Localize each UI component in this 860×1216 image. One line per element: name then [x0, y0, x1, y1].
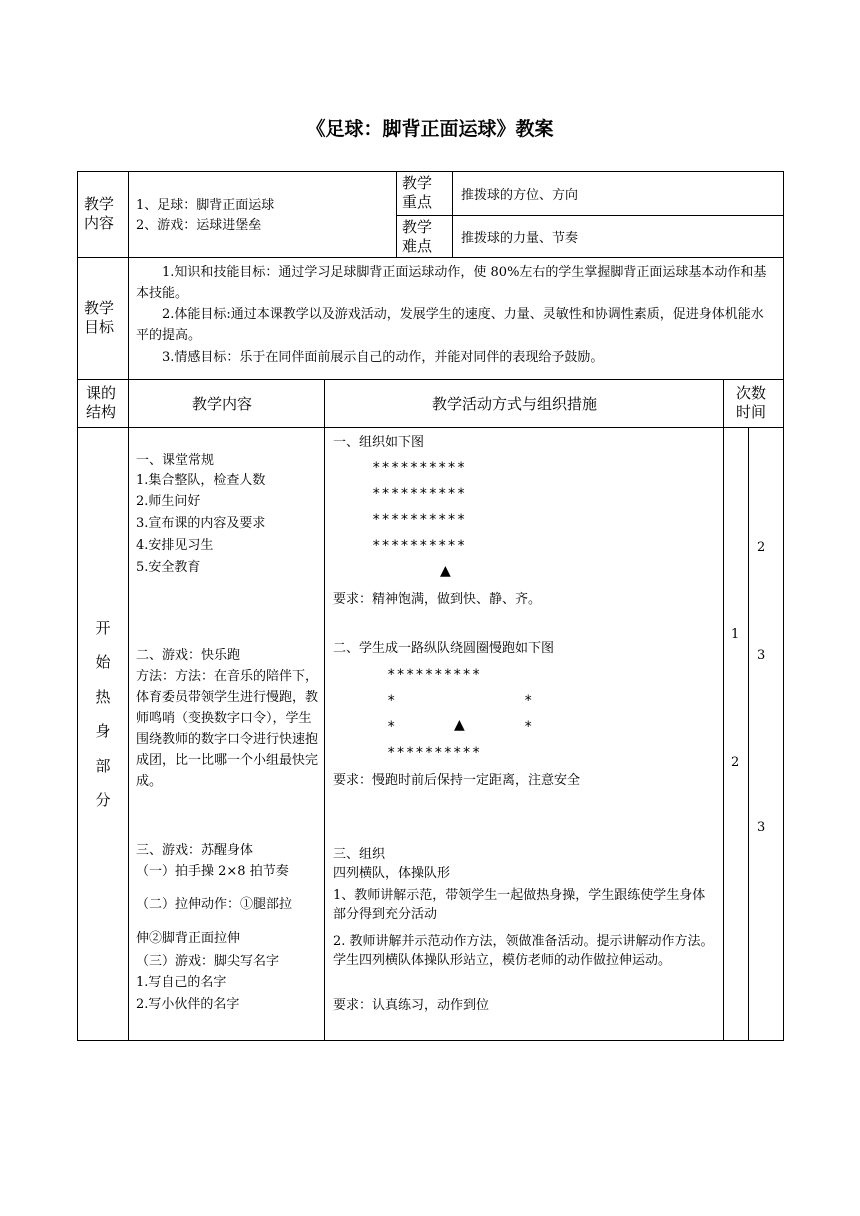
content-b1-1: 1.集合整队，检查人数	[136, 473, 266, 488]
formation-row-2: **********	[372, 486, 467, 502]
content-b3-4: （三）游戏：脚尖写名字	[136, 954, 280, 969]
col-divider-focus-text	[452, 171, 453, 258]
goal-1: 1.知识和技能目标：通过学习足球脚背正面运球动作，使 80%左右的学生掌握脚背正面运球基本动作和基本技能。	[136, 265, 767, 301]
content-b3-5: 1.写自己的名字	[136, 975, 227, 990]
circle-row-bottom: **********	[387, 745, 482, 761]
row-divider-goals	[77, 257, 784, 258]
activity-a3-title: 三、组织	[333, 847, 386, 862]
head-content: 教学内容	[192, 395, 253, 413]
head-structure: 课的 结构	[86, 384, 117, 421]
goal-2: 2.体能目标:通过本课教学以及游戏活动，发展学生的速度、力量、灵敏性和协调性素质，促进身体机能水平的提高。	[136, 307, 764, 343]
content-b1-0: 一、课堂常规	[136, 453, 215, 468]
count-2: 2	[731, 755, 740, 770]
section-char-6: 分	[95, 791, 111, 809]
teacher-marker-1: ▲	[440, 563, 451, 579]
row-divider-focus	[396, 215, 784, 216]
goals-label: 教学 目标	[84, 299, 115, 336]
circle-row-top: **********	[387, 667, 482, 683]
col-divider-time	[748, 427, 749, 1041]
focus-text: 推拨球的方位、方向	[461, 188, 579, 203]
table-border-top	[77, 171, 784, 172]
formation-row-3: **********	[372, 512, 467, 528]
content-b2-title: 二、游戏：快乐跑	[136, 648, 241, 663]
formation-row-1: **********	[372, 460, 467, 476]
row-divider-head	[77, 379, 784, 380]
activity-a3-line-3: 要求：认真练习，动作到位	[333, 998, 490, 1013]
circle-right-1: *	[524, 693, 534, 709]
section-char-1: 开	[95, 619, 111, 637]
difficulty-label: 教学 难点	[402, 218, 433, 255]
content-b1-2: 2.师生问好	[136, 494, 201, 509]
content-b3-3: 伸②脚背正面拉伸	[136, 931, 241, 946]
content-b1-5: 5.安全教育	[136, 560, 201, 575]
content-line-1: 1、足球：脚背正面运球	[136, 198, 275, 213]
focus-label: 教学 重点	[402, 174, 433, 211]
section-char-4: 身	[95, 722, 111, 740]
circle-right-2: *	[524, 719, 534, 735]
content-b3-2: （二）拉伸动作：①腿部拉	[136, 897, 293, 912]
row-divider-body	[77, 427, 784, 428]
difficulty-text: 推拨球的力量、节奏	[461, 231, 579, 246]
time-1: 2	[757, 540, 766, 555]
activity-a2-req: 要求：慢跑时前后保持一定距离，注意安全	[333, 773, 581, 788]
content-b1-3: 3.宣布课的内容及要求	[136, 516, 266, 531]
time-2: 3	[757, 648, 766, 663]
goal-3: 3.情感目标：乐于在同伴面前展示自己的动作，并能对同伴的表现给予鼓励。	[162, 350, 604, 365]
content-label: 教学 内容	[84, 195, 115, 232]
col-divider-count	[723, 379, 724, 1041]
content-b3-0: 三、游戏：苏醒身体	[136, 843, 254, 858]
page-title: 《足球：脚背正面运球》教案	[306, 118, 554, 140]
content-b3-1: （一）拍手操 2×8 拍节奏	[136, 864, 289, 879]
col-divider-label	[128, 171, 129, 1041]
activity-a1-title: 一、组织如下图	[333, 435, 425, 450]
content-b1-4: 4.安排见习生	[136, 538, 214, 553]
section-char-3: 热	[95, 688, 111, 706]
col-divider-activity	[324, 379, 325, 1041]
content-line-2: 2、游戏：运球进堡垒	[136, 218, 262, 233]
content-b2-text: 方法：方法：在音乐的陪伴下，体育委员带领学生进行慢跑，教师鸣哨（变换数字口令），学生围绕教师的数字口令进行快速抱成团，比一比哪一个小组最快完成。	[136, 669, 319, 789]
circle-left-2: *	[387, 719, 397, 735]
section-char-5: 部	[95, 757, 111, 775]
head-activity: 教学活动方式与组织措施	[432, 395, 598, 413]
head-times: 次数 时间	[736, 384, 767, 421]
table-border-right	[783, 171, 784, 1041]
activity-a3-line-1: 1、教师讲解示范，带领学生一起做热身操，学生跟练使学生身体部分得到充分活动	[333, 888, 706, 922]
count-1: 1	[731, 627, 740, 642]
table-border-bottom	[77, 1040, 784, 1041]
activity-a1-req: 要求：精神饱满，做到快、静、齐。	[333, 592, 542, 607]
time-3: 3	[757, 820, 766, 835]
content-b3-6: 2.写小伙伴的名字	[136, 997, 240, 1012]
activity-a2-title: 二、学生成一路纵队绕圆圈慢跑如下图	[333, 641, 555, 656]
table-border-left	[77, 171, 78, 1041]
circle-left-1: *	[387, 693, 397, 709]
col-divider-focus-label	[396, 171, 397, 258]
teacher-marker-2: ▲	[454, 717, 465, 733]
activity-a3-line-0: 四列横队，体操队形	[333, 866, 451, 881]
formation-row-4: **********	[372, 538, 467, 554]
section-char-2: 始	[95, 653, 111, 671]
activity-a3-line-2: 2. 教师讲解并示范动作方法，领做准备活动。提示讲解动作方法。学生四列横队体操队形站立，模仿老师的动作做拉伸运动。	[333, 934, 714, 968]
